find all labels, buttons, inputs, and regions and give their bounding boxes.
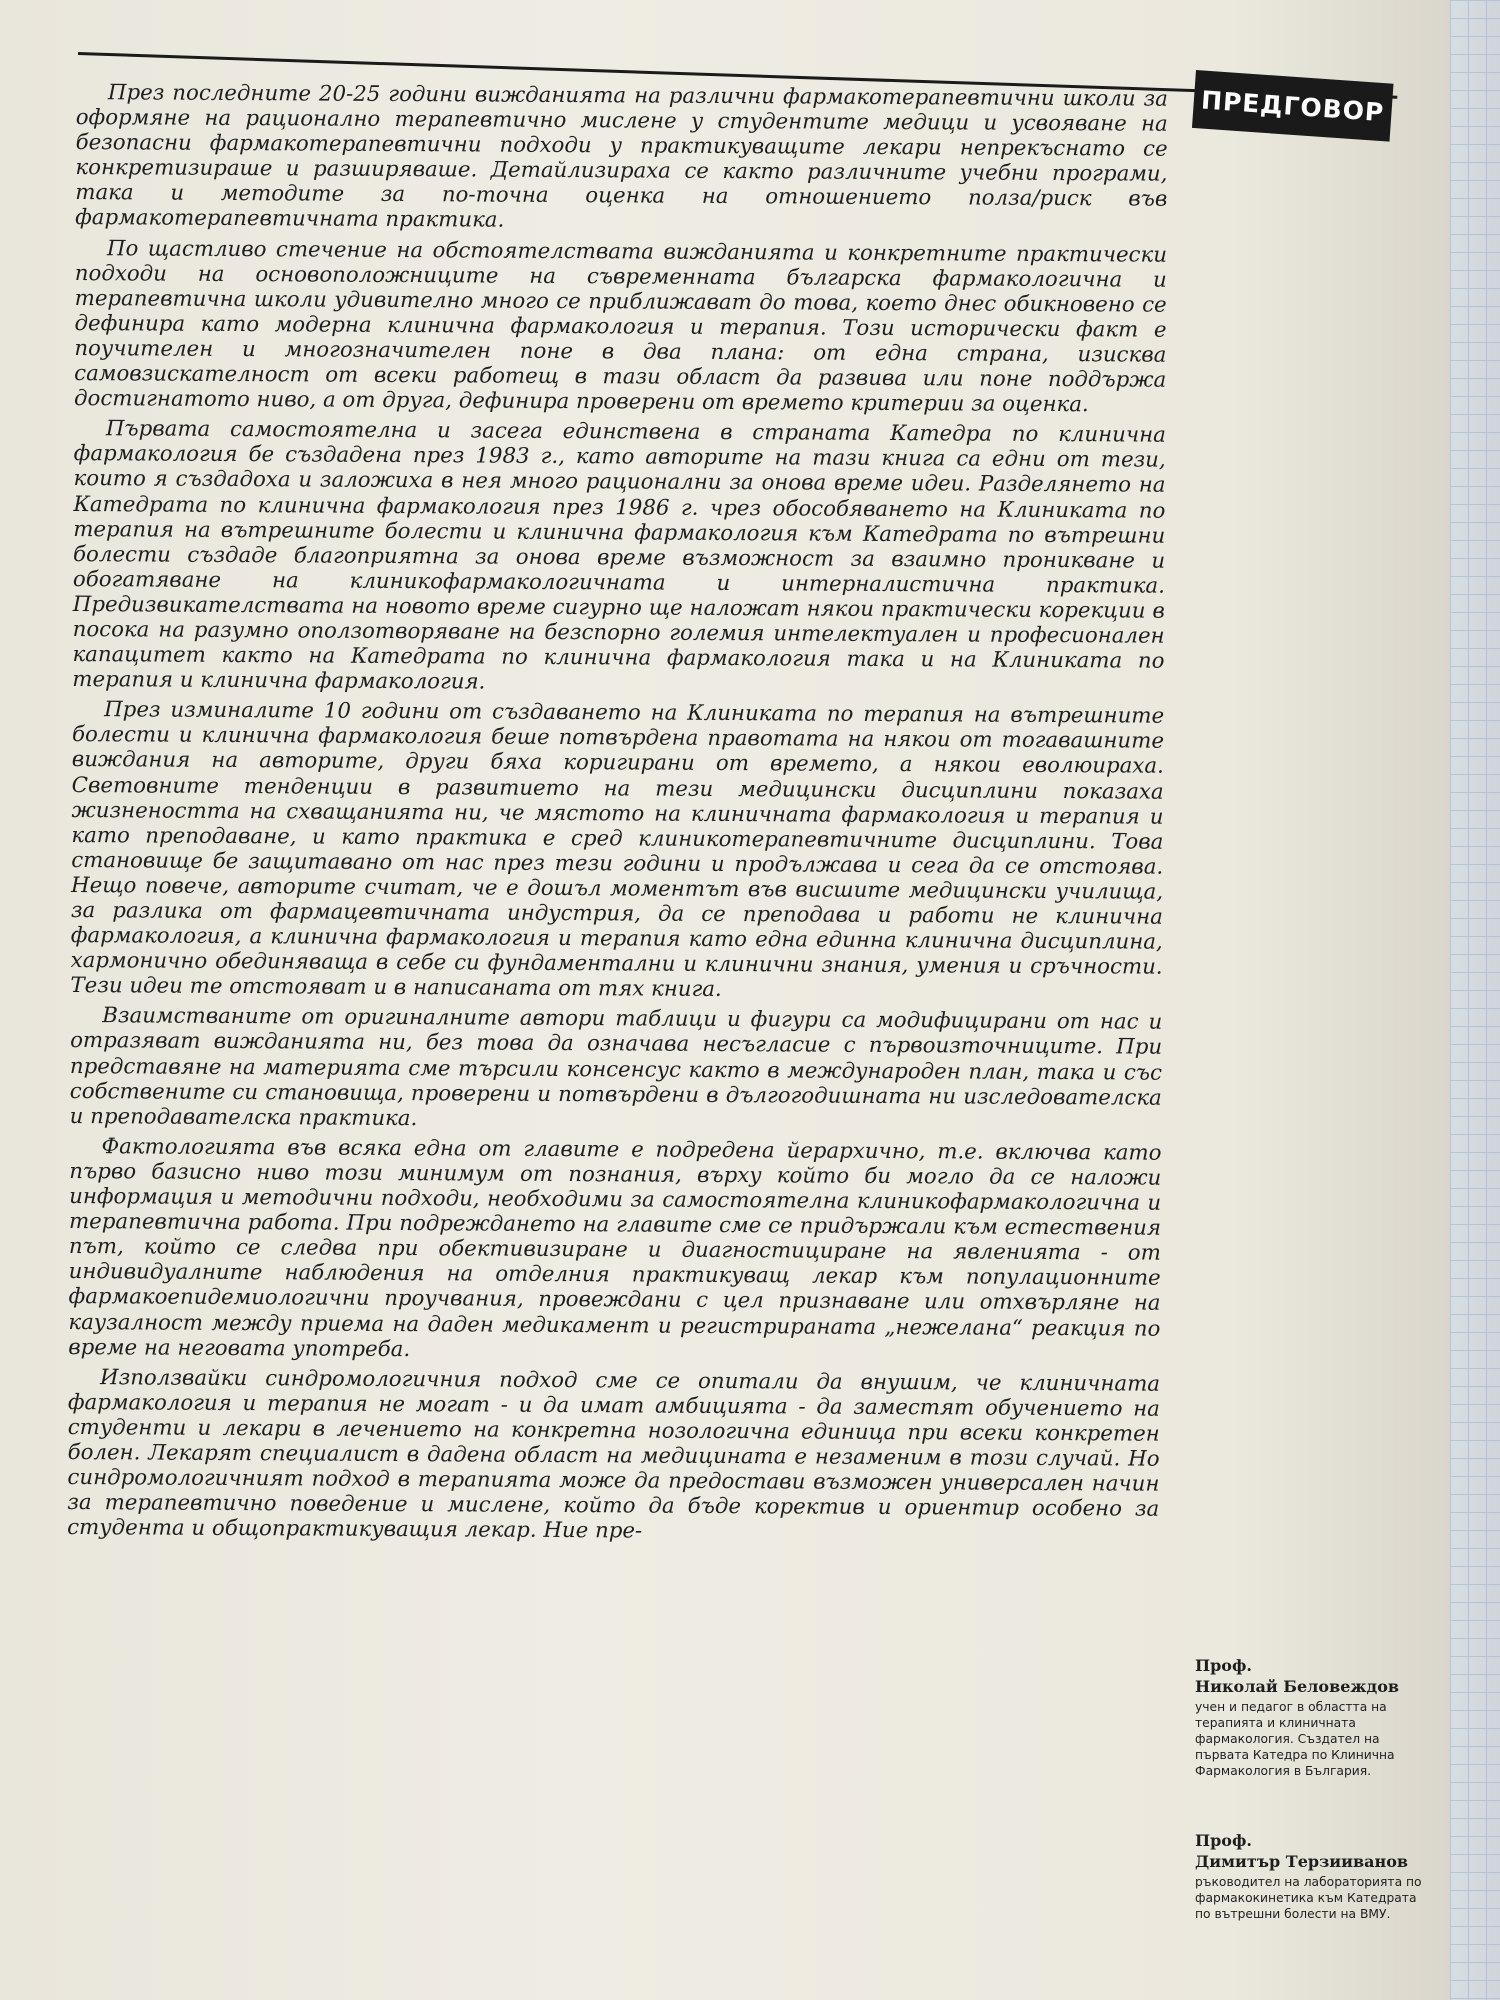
author-description: учен и педагог в областта на терапията и клиничната фармакология. Създател на първата Катедра по Клинична Фармакология в България. (1195, 1700, 1395, 1778)
author-title: Проф. (1195, 1831, 1252, 1850)
bleed-through-text (1200, 600, 1440, 690)
author-card (1195, 1655, 1435, 1779)
preface-body (67, 80, 1168, 1552)
paragraph: Първата самостоятелна и засега единствена в страната Катедра по клинична фармакология бе създадена през 1983 г., като авторите на тази книга са едни от тези, които я създадоха и заложиха в нея много рационални за онова време идеи. Разделянето на Катедрата по клинична фармакология през 1986 г. чрез обособяването на Клиниката по терапия на вътрешните болести и клинична фармакология към Катедрата по вътрешни болести създаде благоприятна за онова време възможност за взаимно проникване и обогатяване на клиникофармакологичната и интерналистична практика. Предизвикателствата на новото време сигурно ще наложат някои практически корекции в посока на разумно оползотворяване на безспорно големия интелектуален и професионален капацитет както на Катедрата по клинична фармакология така и на Клиниката по терапия и клинична фармакология. (72, 416, 1166, 695)
paragraph: През последните 20-25 години вижданията на различни фармакотерапевтични школи за оформяне на рационално терапевтично мислене у студентите медици и усвояване на безопасни фармакотерапевтични подходи у практикуващите лекари непрекъснато се конкретизираше и разширяваше. Детайлизираха се както различните учебни програми, така и методите за по-точна оценка на отношението полза/риск във фармакотерапевтичната практика. (75, 80, 1168, 234)
author-name: Николай Беловеждов (1195, 1677, 1400, 1696)
paragraph: Взаимстваните от оригиналните автори таблици и фигури са модифицирани от нас и отразяват вижданията ни, без това да означава несъгласие с първоизточниците. При представяне на материята сме търсили консенсус както в международен план, така и със собствените си становища, проверени и потвърдени в дългогодишната ни изследователска и преподавателска практика. (69, 1003, 1163, 1131)
author-card (1195, 1830, 1435, 1922)
author-name: Димитър Терзииванов (1195, 1852, 1409, 1871)
paragraph: По щастливо стечение на обстоятелствата вижданията и конкретните практически подходи на основоположниците на съвременната българска фармакологична и терапевтична школи удивително много се приближават до това, което днес обикновено се дефинира като модерна клинична фармакология и терапия. Този исторически факт е поучителен и многозначителен поне в два плана: от една страна, изисква самовзискателност от всеки работещ в тази област да развива или поне поддържа достигнатото ниво, а от друга, дефинира проверени от времето критерии за оценка. (73, 235, 1168, 418)
paragraph: Използвайки синдромологичния подход сме се опитали да внушим, че клиничната фармакология и терапия не могат - и да имат амбицията - да заместят обучението на студенти и лекари в лечението на конкретна нозологична единица при всеки конкретен болен. Лекарят специалист в дадена област на медицината е незаменим в този случай. Но синдромологичният подход в терапията може да предостави възможен универсален начин за терапевтично поведение и мислене, който да бъде коректив и ориентир особено за студента и общопрактикуващия лекар. Ние пре- (67, 1364, 1161, 1544)
author-description: ръководител на лабораторията по фармакокинетика към Катедрата по вътрешни болести на ВМУ. (1195, 1875, 1422, 1921)
background-grid-paper (1450, 0, 1500, 2000)
paragraph: През изминалите 10 години от създаването на Клиниката по терапия на вътрешните болести и клинична фармакология беше потвърдена правотата на някои от тогавашните виждания на авторите, други бяха коригирани от времето, а някои еволюираха. Световните тенденции в развитието на тези медицински дисциплини показаха жизнеността на схващанията ни, че мястото на клиничната фармакология и терапия и като преподаване, и като практика е сред клиникотерапевтичните дисциплини. Това становище бе защитавано от нас през тези години и продължава и сега да се отстоява. Нещо повече, авторите считат, че е дошъл моментът във висшите медицински училища, за разлика от фармацевтичната индустрия, да се преподава и работи не клинична фармакология, а клинична фармакология и терапия като една единна клинична дисциплина, хармонично обединяваща в себе си фундаментални и клинични знания, умения и сръчности. Тези идеи те отстояват и в написаната от тях книга. (70, 697, 1165, 1003)
paragraph: Фактологията във всяка една от главите е подредена йерархично, т.е. включва като първо базисно ниво този минимум от познания, върху който би могло да се наложи информация и методични подходи, необходими за самостоятелна клиникофармакологична и терапевтична работа. При подреждането на главите сме се придържали към естествения път, който се следва при обективизиране и диагностициране на явленията - от индивидуалните наблюдения на отделния практикуващ лекар към популационните фармакоепидемиологични проучвания, провеждани с цел признаване или отхвърляне на каузалност между приема на даден медикамент и регистрираната „нежелана“ реакция по време на неговата употреба. (68, 1134, 1162, 1362)
author-title: Проф. (1195, 1656, 1252, 1675)
section-tab: ПРЕДГОВОР (1192, 70, 1394, 142)
